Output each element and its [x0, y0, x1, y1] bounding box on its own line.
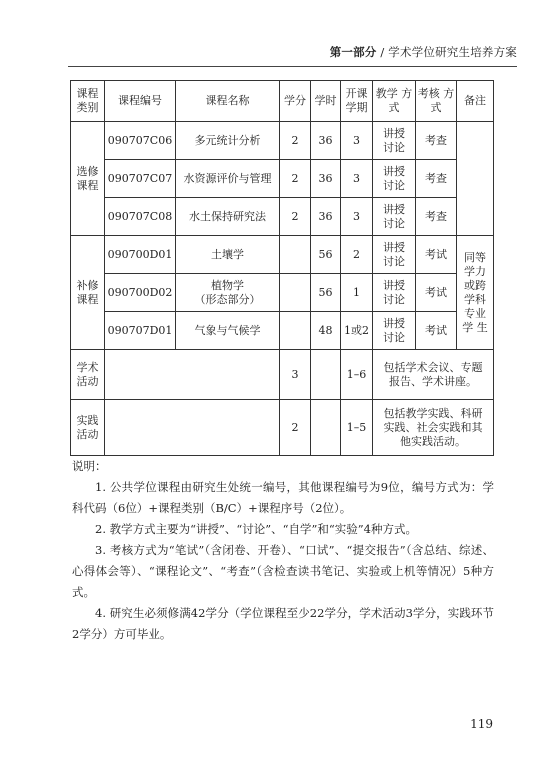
course-name: 气象与气候学 — [176, 312, 280, 350]
note-item-2: 2. 教学方式主要为“讲授”、“讨论”、“自学”和“实验”4种方式。 — [95, 522, 417, 536]
course-code: 090707C07 — [105, 160, 176, 198]
semester-cell: 3 — [341, 122, 373, 160]
table-row — [71, 274, 494, 312]
teaching-method-cell: 讲授 讨论 — [373, 236, 416, 274]
exam-method-cell: 考查 — [416, 122, 457, 160]
hours-cell: 48 — [311, 312, 341, 350]
col-header-name: 课程名称 — [176, 81, 280, 122]
note-item-1: 1. 公共学位课程由研究生处统一编号，其他课程编号为9位，编号方式为：学科代码（6位）+课程类别（B/C）+课程序号（2位）。 — [72, 480, 494, 515]
semester-cell: 3 — [341, 160, 373, 198]
col-header-hours: 学时 — [311, 81, 341, 122]
credit-cell — [280, 274, 311, 312]
table-row — [71, 160, 494, 198]
table-header-row — [71, 81, 494, 122]
course-name: 水资源评价与管理 — [176, 160, 280, 198]
notes-heading: 说明： — [72, 459, 107, 473]
credit-cell: 3 — [280, 350, 311, 400]
hours-cell: 36 — [311, 198, 341, 236]
course-name: 多元统计分析 — [176, 122, 280, 160]
empty-cell — [105, 350, 280, 400]
semester-cell: 1 — [341, 274, 373, 312]
credit-cell: 2 — [280, 400, 311, 456]
hours-cell: 56 — [311, 236, 341, 274]
empty-cell — [105, 400, 280, 456]
hours-cell: 36 — [311, 122, 341, 160]
note-item-3: 3. 考核方式为“笔试”（含闭卷、开卷）、“口试”、“提交报告”（含总结、综述、心得体会等）、“课程论文”、“考查”（含检查读书笔记、实验或上机等情况）5种方式。 — [72, 543, 494, 599]
remark-cell — [457, 122, 494, 236]
category-cell: 学术 活动 — [71, 350, 105, 400]
table-row-practice-activity — [71, 400, 494, 456]
course-code: 090707C06 — [105, 122, 176, 160]
col-header-exam: 考核 方式 — [416, 81, 457, 122]
empty-cell — [311, 400, 341, 456]
exam-method-cell: 考查 — [416, 160, 457, 198]
exam-method-cell: 考试 — [416, 274, 457, 312]
teaching-method-cell: 讲授 讨论 — [373, 160, 416, 198]
semester-cell: 1–5 — [341, 400, 373, 456]
header-title: 学术学位研究生培养方案 — [388, 45, 517, 59]
activity-note-cell: 包括教学实践、科研 实践、社会实践和其 他实践活动。 — [373, 400, 494, 456]
course-table — [70, 80, 494, 456]
activity-note-cell: 包括学术会议、专题 报告、学术讲座。 — [373, 350, 494, 400]
semester-cell: 1–6 — [341, 350, 373, 400]
course-name: 土壤学 — [176, 236, 280, 274]
table-row — [71, 122, 494, 160]
table-row — [71, 312, 494, 350]
course-code: 090700D01 — [105, 236, 176, 274]
col-header-teaching: 教学 方式 — [373, 81, 416, 122]
page-number: 119 — [470, 717, 493, 731]
exam-method-cell: 考查 — [416, 198, 457, 236]
semester-cell: 1或2 — [341, 312, 373, 350]
credit-cell — [280, 236, 311, 274]
running-header — [330, 44, 517, 60]
header-separator: / — [376, 45, 389, 59]
col-header-credit: 学分 — [280, 81, 311, 122]
teaching-method-cell: 讲授 讨论 — [373, 122, 416, 160]
teaching-method-cell: 讲授 讨论 — [373, 198, 416, 236]
credit-cell: 2 — [280, 122, 311, 160]
col-header-remark: 备注 — [457, 81, 494, 122]
semester-cell: 3 — [341, 198, 373, 236]
empty-cell — [311, 350, 341, 400]
hours-cell: 56 — [311, 274, 341, 312]
notes-section — [72, 456, 494, 645]
teaching-method-cell: 讲授 讨论 — [373, 312, 416, 350]
semester-cell: 2 — [341, 236, 373, 274]
exam-method-cell: 考试 — [416, 236, 457, 274]
table-row — [71, 236, 494, 274]
credit-cell: 2 — [280, 198, 311, 236]
part-label: 第一部分 — [329, 45, 377, 59]
course-name: 水土保持研究法 — [176, 198, 280, 236]
col-header-code: 课程编号 — [105, 81, 176, 122]
course-code: 090700D02 — [105, 274, 176, 312]
course-name: 植物学 （形态部分） — [176, 274, 280, 312]
category-cell: 补修 课程 — [71, 236, 105, 350]
remark-cell: 同等 学力 或跨 学科 专业 学 生 — [457, 236, 494, 350]
col-header-category: 课程 类别 — [71, 81, 105, 122]
note-item-4: 4. 研究生必须修满42学分（学位课程至少22学分，学术活动3学分，实践环节2学分）方可毕业。 — [72, 606, 494, 641]
credit-cell: 2 — [280, 160, 311, 198]
col-header-semester: 开课 学期 — [341, 81, 373, 122]
header-rule — [68, 66, 517, 67]
category-cell: 选修 课程 — [71, 122, 105, 236]
course-code: 090707D01 — [105, 312, 176, 350]
course-code: 090707C08 — [105, 198, 176, 236]
category-cell: 实践 活动 — [71, 400, 105, 456]
table-row — [71, 198, 494, 236]
table-row-academic-activity — [71, 350, 494, 400]
teaching-method-cell: 讲授 讨论 — [373, 274, 416, 312]
credit-cell — [280, 312, 311, 350]
hours-cell: 36 — [311, 160, 341, 198]
exam-method-cell: 考试 — [416, 312, 457, 350]
